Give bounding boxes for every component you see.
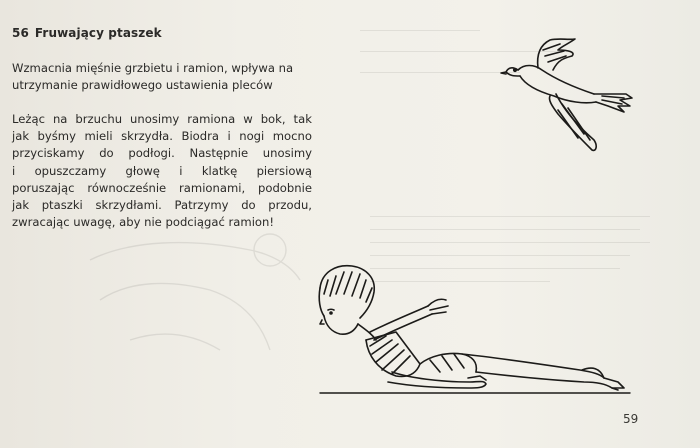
- instruction-line: zwracając uwagę, aby nie podciągać ramion!: [12, 215, 275, 230]
- instruction-word: przodu,: [268, 198, 312, 213]
- exercise-number: 56: [12, 26, 29, 40]
- instruction-word: ramiona: [187, 112, 236, 126]
- instruction-word: na: [52, 112, 68, 126]
- exercise-title: Fruwający ptaszek: [34, 26, 162, 40]
- instruction-line: [12, 180, 312, 197]
- instruction-word: i: [12, 163, 16, 178]
- instruction-word: unosimy: [130, 112, 180, 126]
- instruction-word: Biodra: [181, 129, 219, 144]
- instruction-word: klatkę: [201, 163, 238, 178]
- instruction-word: Następnie: [189, 146, 249, 161]
- exercise-instructions: [12, 111, 312, 231]
- instruction-word: Patrzymy: [174, 198, 229, 213]
- instruction-word: przyciskamy: [12, 146, 85, 161]
- instruction-word: ramionami,: [179, 180, 246, 195]
- instruction-word: bok,: [260, 112, 286, 126]
- instruction-word: mieli: [84, 129, 113, 144]
- instruction-word: podłogi.: [128, 146, 175, 161]
- instruction-word: opuszczamy: [34, 163, 107, 178]
- instruction-line: [12, 145, 312, 162]
- instruction-word: tak: [293, 112, 312, 126]
- instruction-word: nogi: [239, 129, 265, 144]
- instruction-word: skrzydłami.: [95, 198, 162, 213]
- instruction-word: Leżąc: [12, 112, 45, 126]
- instruction-word: ptaszki: [41, 198, 83, 213]
- instruction-line: [12, 111, 312, 128]
- instruction-word: jak: [12, 129, 30, 144]
- instruction-word: głowę: [125, 163, 160, 178]
- instruction-word: w: [243, 112, 253, 126]
- instruction-word: i: [179, 163, 183, 178]
- exercise-purpose: [12, 60, 312, 94]
- flying-bird-illustration: [498, 30, 643, 160]
- instruction-word: do: [241, 198, 256, 213]
- instruction-line: [12, 163, 312, 180]
- instruction-word: mocno: [272, 129, 312, 144]
- instruction-word: unosimy: [262, 146, 312, 161]
- instruction-word: byśmy: [37, 129, 76, 144]
- instruction-word: do: [99, 146, 114, 161]
- bleed-through-sketch: [70, 220, 310, 380]
- exercise-heading: [12, 26, 162, 40]
- instruction-word: równocześnie: [87, 180, 167, 195]
- instruction-word: poruszając: [12, 180, 75, 195]
- instruction-word: jak: [12, 198, 30, 213]
- instruction-word: podobnie: [258, 180, 312, 195]
- instruction-word: i: [227, 129, 231, 144]
- purpose-line: Wzmacnia mięśnie grzbietu i ramion, wpływa na: [12, 61, 294, 75]
- instruction-word: piersiową: [256, 163, 312, 178]
- purpose-line: utrzymanie prawidłowego ustawienia pleców: [12, 78, 273, 93]
- instruction-word: brzuchu: [75, 112, 123, 126]
- instruction-line: [12, 128, 312, 145]
- child-exercise-illustration: [300, 260, 640, 400]
- instruction-word: skrzydła.: [121, 129, 173, 144]
- page-number: 59: [623, 412, 639, 426]
- instruction-line: [12, 197, 312, 214]
